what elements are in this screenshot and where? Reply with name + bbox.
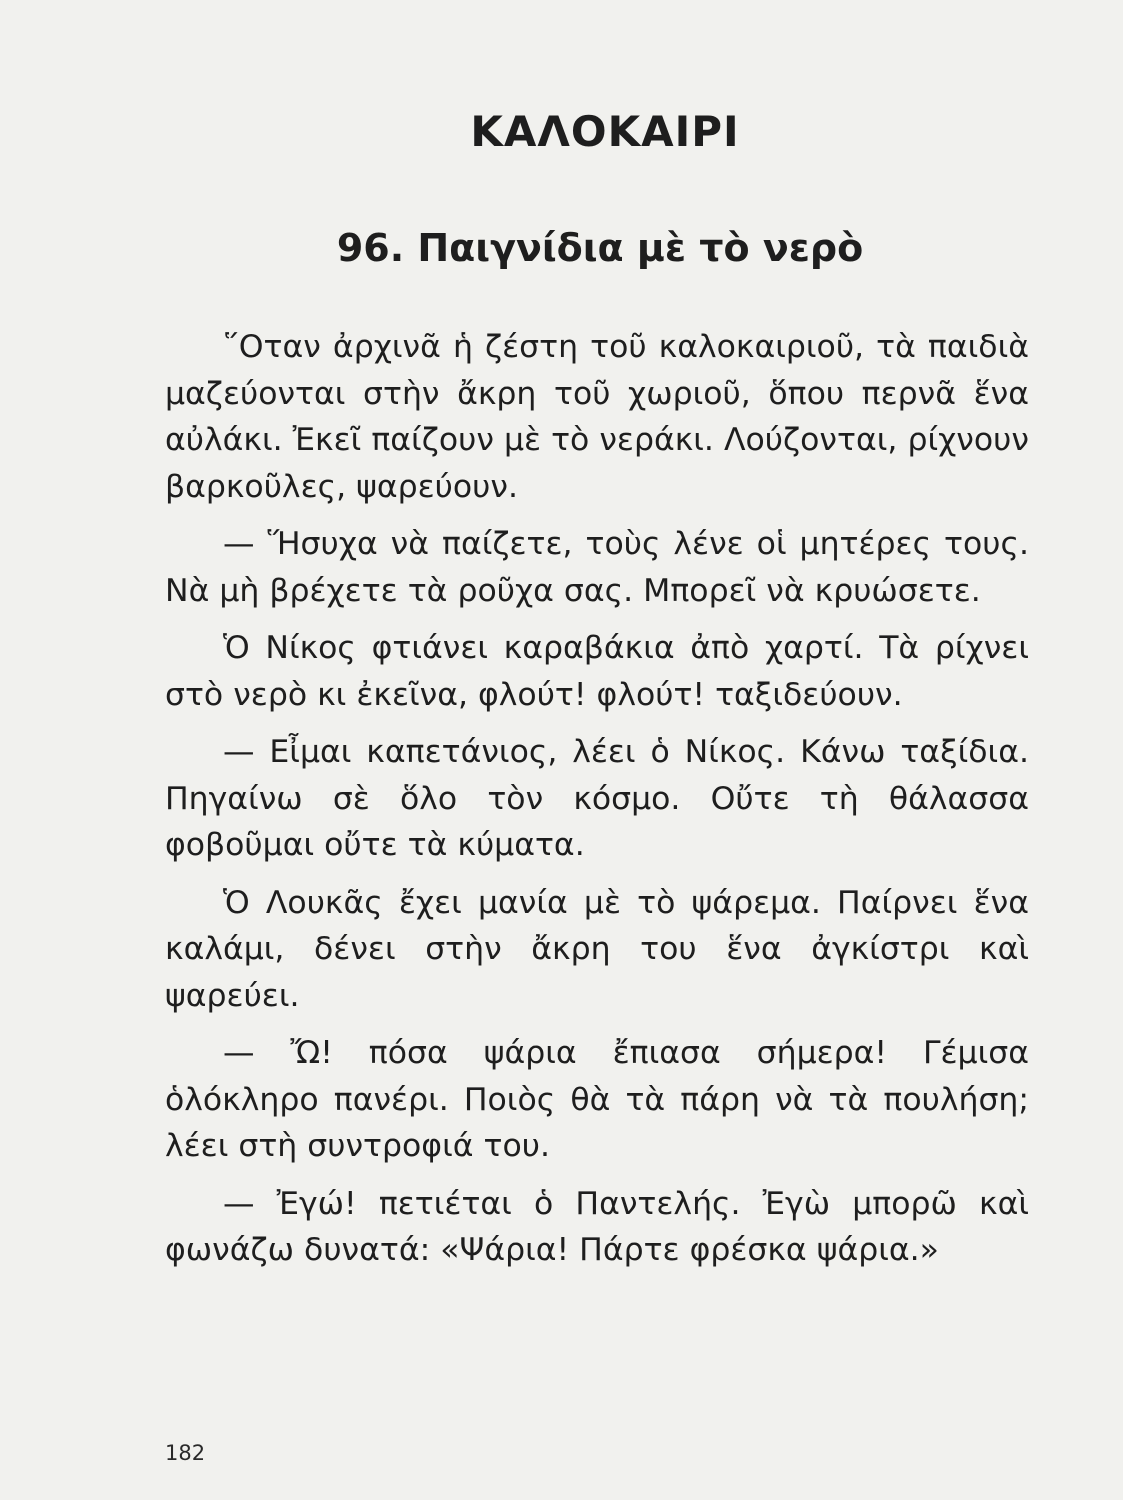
section-title: ΚΑΛΟΚΑΙΡΙ	[470, 107, 740, 156]
paragraph: — Εἶμαι καπετάνιος, λέει ὁ Νίκος. Κάνω ταξίδια. Πηγαίνω σὲ ὅλο τὸν κόσμο. Οὔτε τὴ θάλασσα φοβοῦμαι οὔτε τὰ κύματα.	[165, 734, 1029, 863]
lesson-title: 96. Παιγνίδια μὲ τὸ νερὸ	[336, 226, 864, 270]
paragraph: ῞Οταν ἀρχινᾶ ἡ ζέστη τοῦ καλοκαιριοῦ, τὰ παιδιὰ μαζεύονται στὴν ἄκρη τοῦ χωριοῦ, ὅπου περνᾶ ἕνα αὐλάκι. Ἐκεῖ παίζουν μὲ τὸ νεράκι. Λούζονται, ρίχνουν βαρκοῦλες, ψαρεύουν.	[165, 329, 1029, 505]
page-number: 182	[165, 1441, 206, 1465]
paragraph: — Ὤ! πόσα ψάρια ἔπιασα σήμερα! Γέμισα ὁλόκληρο πανέρι. Ποιὸς θὰ τὰ πάρη νὰ τὰ πουλήση; λέει στὴ συντροφιά του.	[165, 1035, 1029, 1164]
paragraph: — Ἐγώ! πετιέται ὁ Παντελής. Ἐγὼ μπορῶ καὶ φωνάζω δυνατά: «Ψάρια! Πάρτε φρέσκα ψάρια.»	[165, 1185, 1029, 1268]
body-text	[165, 324, 1029, 1285]
paragraph: Ὁ Νίκος φτιάνει καραβάκια ἀπὸ χαρτί. Τὰ ρίχνει στὸ νερὸ κι ἐκεῖνα, φλούτ! φλούτ! ταξιδεύουν.	[165, 630, 1029, 713]
paragraph: — Ἥσυχα νὰ παίζετε, τοὺς λένε οἱ μητέρες τους. Νὰ μὴ βρέχετε τὰ ροῦχα σας. Μπορεῖ νὰ κρυώσετε.	[165, 526, 1029, 609]
paragraph: Ὁ Λουκᾶς ἔχει μανία μὲ τὸ ψάρεμα. Παίρνει ἕνα καλάμι, δένει στὴν ἄκρη του ἕνα ἀγκίστρι καὶ ψαρεύει.	[165, 884, 1029, 1014]
